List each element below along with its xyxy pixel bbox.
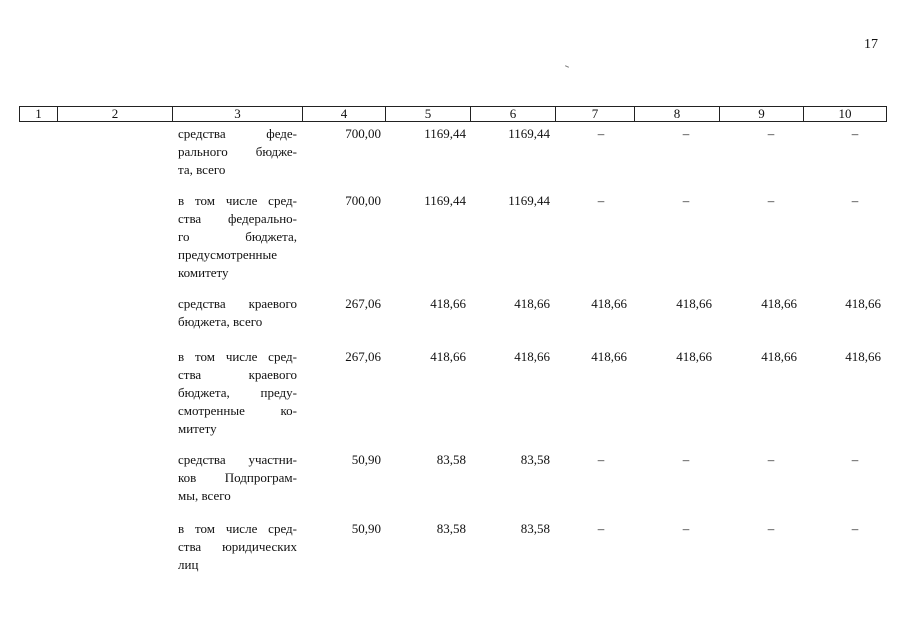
dash-cell: – — [851, 193, 859, 208]
header-cell: 2 — [58, 107, 173, 121]
dash-cell: – — [597, 193, 605, 208]
value-cell: 50,90 — [351, 452, 381, 467]
dash-cell: – — [597, 126, 605, 141]
row-label — [178, 451, 297, 505]
value-cell: 418,66 — [845, 349, 881, 364]
value-cell: 1169,44 — [424, 126, 466, 141]
dash-cell: – — [767, 193, 775, 208]
row-label — [178, 295, 297, 331]
value-cell: 418,66 — [761, 296, 797, 311]
row-label-line: митету — [178, 421, 217, 436]
header-cell: 3 — [173, 107, 303, 121]
dash-cell: – — [767, 521, 775, 536]
value-cell: 83,58 — [436, 452, 466, 467]
value-cell: 418,66 — [430, 296, 466, 311]
table-header-row — [19, 106, 887, 122]
row-label-line: го бюджета, — [178, 229, 297, 244]
value-cell: 83,58 — [436, 521, 466, 536]
header-cell: 4 — [303, 107, 386, 121]
value-cell: 418,66 — [676, 296, 712, 311]
row-label-line: ства краевого — [178, 367, 297, 382]
row-label-line: в том числе сред- — [178, 193, 297, 208]
value-cell: 418,66 — [514, 296, 550, 311]
value-cell: 83,58 — [520, 521, 550, 536]
row-label-line: мы, всего — [178, 488, 231, 503]
row-label-line: лиц — [178, 557, 199, 572]
row-label-line: рального бюдже- — [178, 144, 297, 159]
value-cell: 418,66 — [591, 349, 627, 364]
value-cell: 1169,44 — [508, 126, 550, 141]
dash-cell: – — [682, 126, 690, 141]
value-cell: 418,66 — [430, 349, 466, 364]
header-cell: 7 — [556, 107, 635, 121]
row-label-line: в том числе сред- — [178, 349, 297, 364]
dash-cell: – — [682, 521, 690, 536]
dash-cell: – — [851, 452, 859, 467]
row-label-line: ства федерально- — [178, 211, 297, 226]
stray-mark — [565, 65, 569, 68]
row-label — [178, 520, 297, 574]
row-label-line: смотренные ко- — [178, 403, 297, 418]
row-label-line: средства краевого — [178, 296, 297, 311]
dash-cell: – — [682, 452, 690, 467]
row-label-line: средства участни- — [178, 452, 297, 467]
value-cell: 267,06 — [345, 349, 381, 364]
row-label-line: бюджета, всего — [178, 314, 263, 329]
value-cell: 1169,44 — [508, 193, 550, 208]
row-label-line: ков Подпрограм- — [178, 470, 297, 485]
dash-cell: – — [682, 193, 690, 208]
row-label-line: в том числе сред- — [178, 521, 297, 536]
value-cell: 1169,44 — [424, 193, 466, 208]
row-label-line: комитету — [178, 265, 229, 280]
value-cell: 418,66 — [845, 296, 881, 311]
value-cell: 418,66 — [761, 349, 797, 364]
header-cell: 8 — [635, 107, 720, 121]
dash-cell: – — [767, 452, 775, 467]
value-cell: 267,06 — [345, 296, 381, 311]
row-label-line: та, всего — [178, 162, 226, 177]
header-cell: 9 — [720, 107, 804, 121]
value-cell: 418,66 — [514, 349, 550, 364]
value-cell: 700,00 — [345, 126, 381, 141]
page-number: 17 — [864, 37, 878, 52]
value-cell: 83,58 — [520, 452, 550, 467]
header-cell: 6 — [471, 107, 556, 121]
row-label-line: бюджета, преду- — [178, 385, 297, 400]
dash-cell: – — [597, 521, 605, 536]
value-cell: 50,90 — [351, 521, 381, 536]
dash-cell: – — [851, 521, 859, 536]
dash-cell: – — [597, 452, 605, 467]
row-label — [178, 192, 297, 282]
dash-cell: – — [851, 126, 859, 141]
dash-cell: – — [767, 126, 775, 141]
header-cell: 5 — [386, 107, 471, 121]
header-cell: 10 — [838, 106, 852, 121]
value-cell: 418,66 — [591, 296, 627, 311]
row-label — [178, 348, 297, 438]
value-cell: 418,66 — [676, 349, 712, 364]
value-cell: 700,00 — [345, 193, 381, 208]
row-label — [178, 125, 297, 179]
row-label-line: средства феде- — [178, 126, 297, 141]
row-label-line: предусмотренные — [178, 247, 278, 262]
header-cell: 1 — [20, 107, 58, 121]
row-label-line: ства юридических — [178, 539, 297, 554]
